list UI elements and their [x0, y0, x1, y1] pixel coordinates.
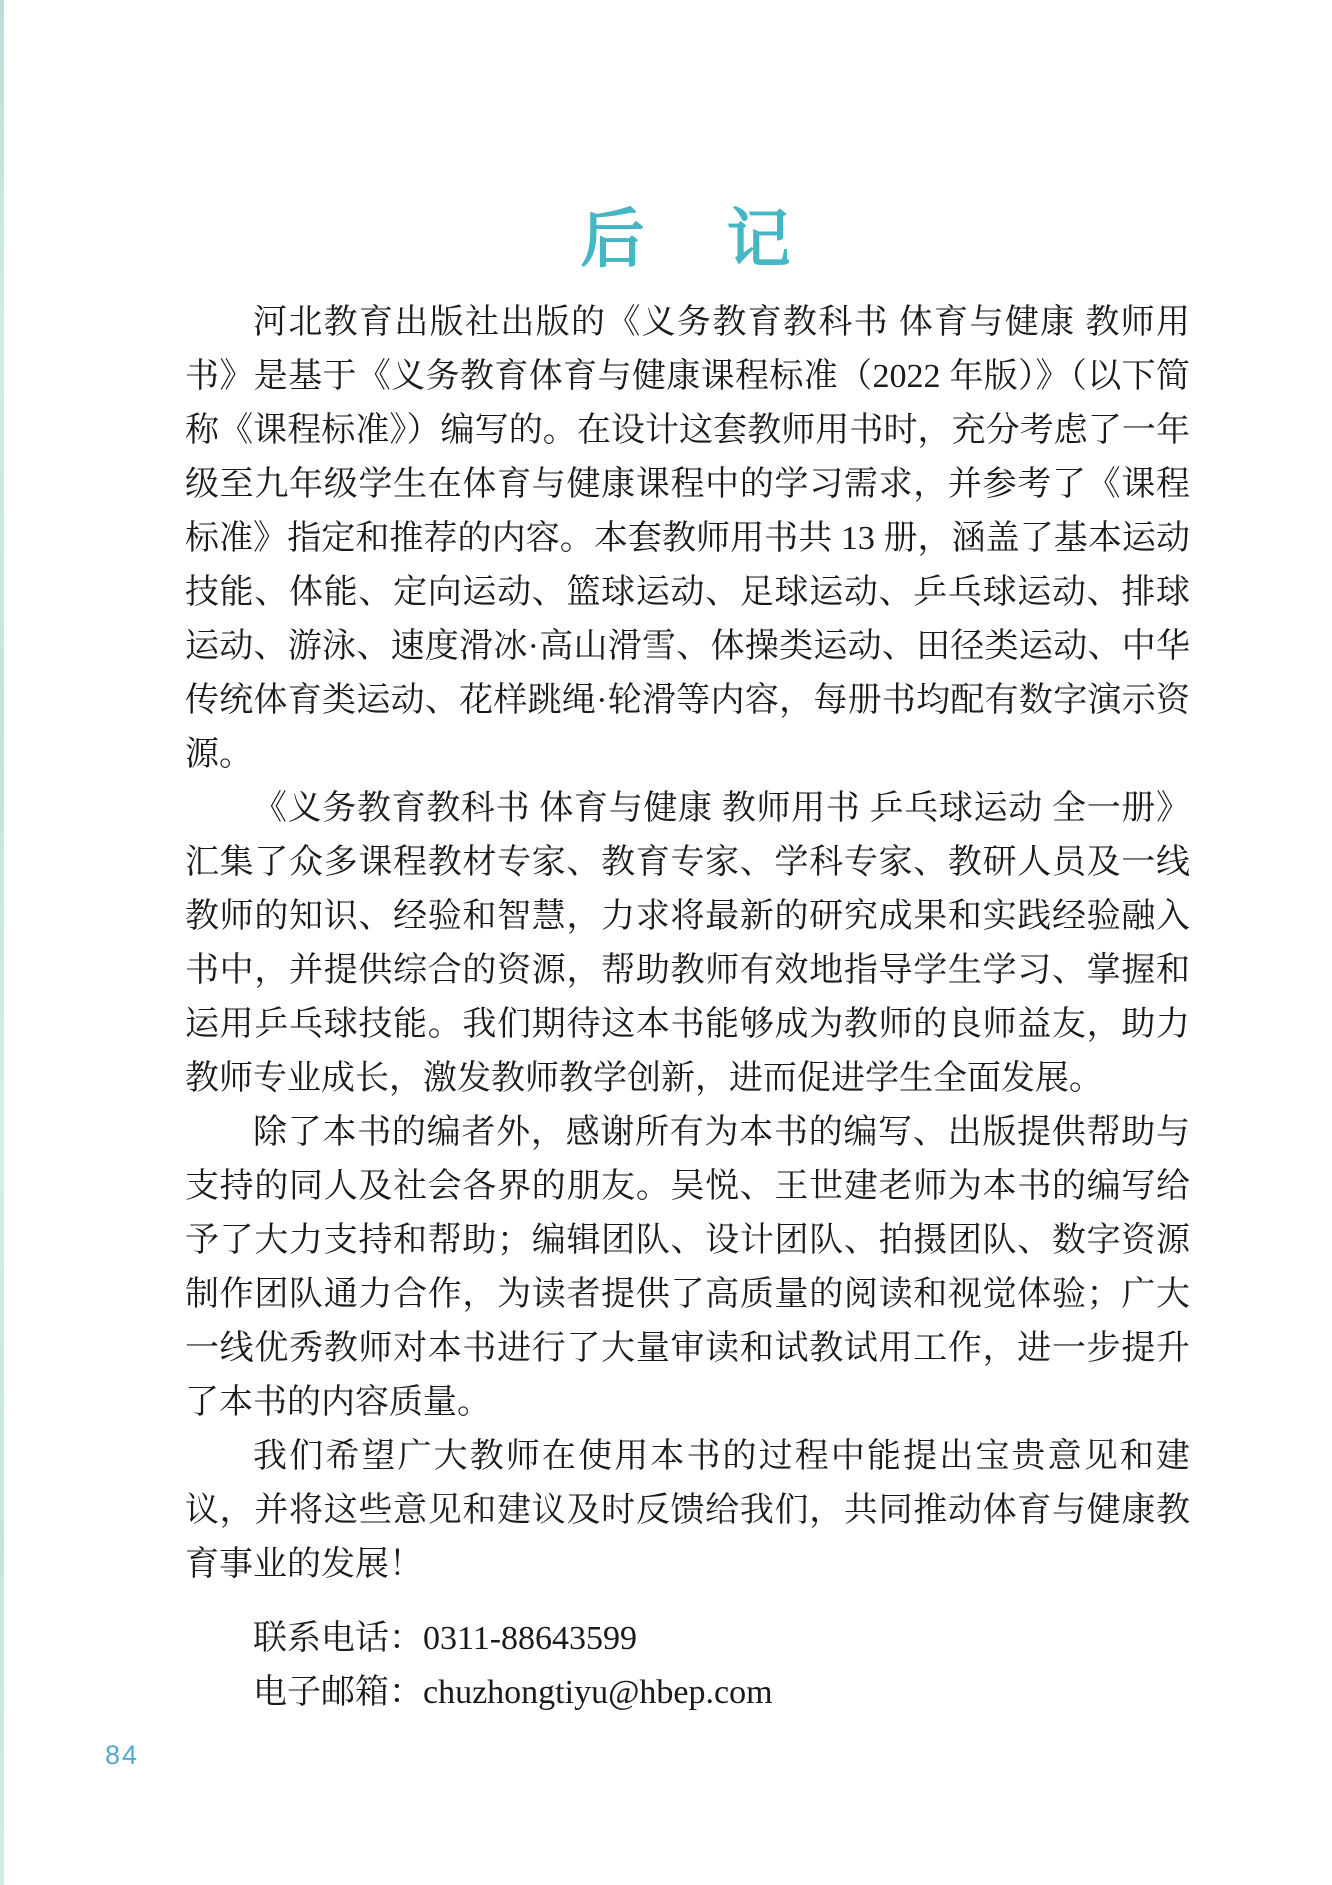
- afterword-body: [185, 296, 1190, 1720]
- paragraph: 《义务教育教科书 体育与健康 教师用书 乒乓球运动 全一册》汇集了众多课程教材专家、教育专家、学科专家、教研人员及一线教师的知识、经验和智慧，力求将最新的研究成果和实践经验融入书中，并提供综合的资源，帮助教师有效地指导学生学习、掌握和运用乒乓球技能。我们期待这本书能够成为教师的良师益友，助力教师专业成长，激发教师教学创新，进而促进学生全面发展。: [185, 790, 1190, 1097]
- binding-edge-strip: [0, 0, 4, 1885]
- contact-email-line: 电子邮箱：chuzhongtiyu@hbep.com: [253, 1674, 773, 1711]
- contact-block: [185, 1612, 1190, 1720]
- paragraph: 除了本书的编者外，感谢所有为本书的编写、出版提供帮助与支持的同人及社会各界的朋友。吴悦、王世建老师为本书的编写给予了大力支持和帮助；编辑团队、设计团队、拍摄团队、数字资源制作团队通力合作，为读者提供了高质量的阅读和视觉体验；广大一线优秀教师对本书进行了大量审读和试教试用工作，进一步提升了本书的内容质量。: [185, 1114, 1190, 1421]
- contact-phone-line: 联系电话：0311-88643599: [253, 1620, 638, 1657]
- paragraph: 我们希望广大教师在使用本书的过程中能提出宝贵意见和建议，并将这些意见和建议及时反馈给我们，共同推动体育与健康教育事业的发展！: [185, 1438, 1190, 1583]
- paragraph: 河北教育出版社出版的《义务教育教科书 体育与健康 教师用书》是基于《义务教育体育与健康课程标准（2022 年版）》（以下简称《课程标准》）编写的。在设计这套教师用书时，充分考虑了一年级至九年级学生在体育与健康课程中的学习需求，并参考了《课程标准》指定和推荐的内容。本套教师用书共 13 册，涵盖了基本运动技能、体能、定向运动、篮球运动、足球运动、乒乓球运动、排球运动、游泳、速度滑冰·高山滑雪、体操类运动、田径类运动、中华传统体育类运动、花样跳绳·轮滑等内容，每册书均配有数字演示资源。: [185, 304, 1190, 773]
- page-number: 84: [105, 1740, 140, 1770]
- page-title: 后 记: [580, 204, 795, 275]
